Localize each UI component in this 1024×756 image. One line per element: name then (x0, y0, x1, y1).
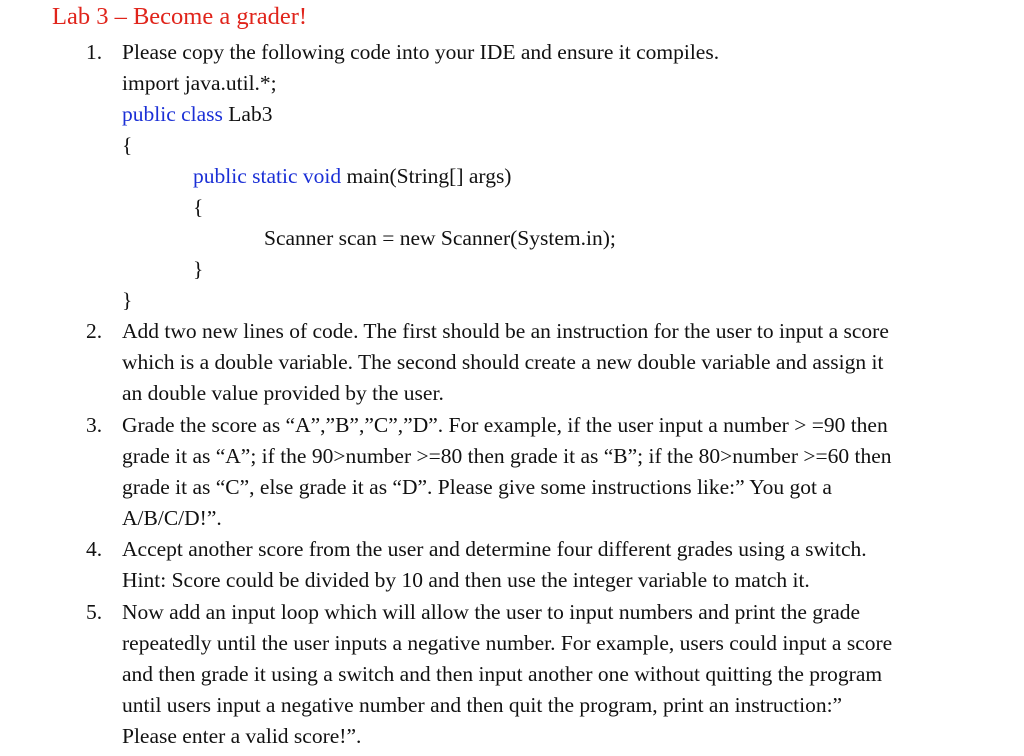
code-method-line (193, 161, 511, 192)
code-class-open-brace: { (122, 133, 133, 157)
item-4-line-1: Accept another score from the user and determine four different grades using a switch. (122, 537, 867, 561)
item-5-number: 5. (86, 600, 103, 624)
code-scanner-line: Scanner scan = new Scanner(System.in); (264, 226, 616, 250)
item-1-text: Please copy the following code into your IDE and ensure it compiles. (122, 40, 720, 64)
item-3-line-2: grade it as “A”; if the 90>number >=80 then grade it as “B”; if the 80>number >=60 then (122, 444, 892, 468)
code-method-signature: main(String[] args) (341, 164, 512, 188)
code-class-close-brace: } (122, 288, 133, 312)
item-5-line-2: repeatedly until the user inputs a negative number. For example, users could input a score (122, 631, 893, 655)
code-method-open-brace: { (193, 195, 204, 219)
code-method-keywords: public static void (193, 164, 342, 188)
code-class-name: Lab3 (222, 102, 273, 126)
item-1-number: 1. (86, 40, 103, 64)
code-import-line: import java.util.*; (122, 71, 277, 95)
item-2-line-1: Add two new lines of code. The first should be an instruction for the user to input a score (122, 319, 889, 343)
item-2-number: 2. (86, 319, 103, 343)
item-2-line-2: which is a double variable. The second should create a new double variable and assign it (122, 350, 884, 374)
item-3-line-4: A/B/C/D!”. (122, 506, 222, 530)
item-5-line-4: until users input a negative number and then quit the program, print an instruction:” (122, 693, 843, 717)
item-3-number: 3. (86, 413, 103, 437)
code-class-keywords: public class (122, 102, 223, 126)
lab-title: Lab 3 – Become a grader! (52, 3, 308, 30)
code-class-line (122, 99, 272, 130)
item-2-line-3: an double value provided by the user. (122, 381, 444, 405)
item-4-number: 4. (86, 537, 103, 561)
item-4-line-2: Hint: Score could be divided by 10 and then use the integer variable to match it. (122, 568, 810, 592)
item-5-line-5: Please enter a valid score!”. (122, 724, 362, 748)
item-3-line-1: Grade the score as “A”,”B”,”C”,”D”. For example, if the user input a number > =90 then (122, 413, 888, 437)
item-5-line-1: Now add an input loop which will allow the user to input numbers and print the grade (122, 600, 861, 624)
item-3-line-3: grade it as “C”, else grade it as “D”. Please give some instructions like:” You got a (122, 475, 832, 499)
item-5-line-3: and then grade it using a switch and then input another one without quitting the program (122, 662, 883, 686)
code-method-close-brace: } (193, 257, 204, 281)
